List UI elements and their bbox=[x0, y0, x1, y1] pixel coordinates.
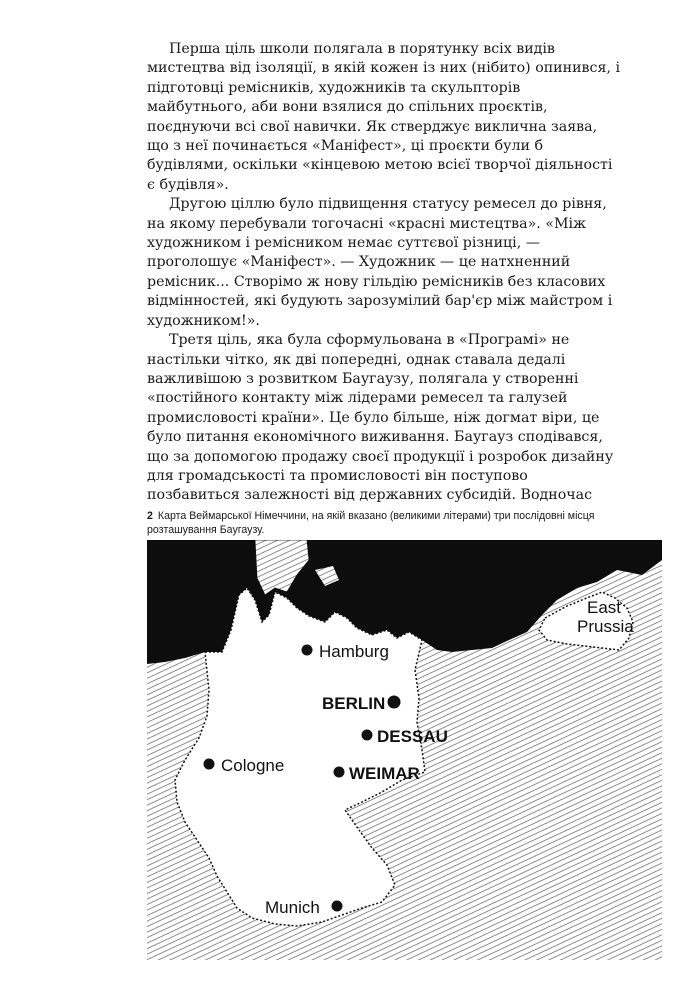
munich-label: Munich bbox=[265, 898, 320, 917]
weimar-label: WEIMAR bbox=[349, 764, 420, 783]
hamburg-marker bbox=[302, 645, 313, 656]
caption-text: Карта Веймарської Німеччини, на якій вказано (великими літерами) три послідовні місця розташування Баугаузу. bbox=[147, 510, 595, 536]
cologne-marker bbox=[204, 759, 215, 770]
map-svg bbox=[147, 540, 662, 960]
paragraph: Третя ціль, яка була сформульована в «Програмі» не настільки чітко, як дві попередні, однак ставала дедалі важливішою з розвитком Баугаузу, полягала у створенні «постійного контакту між лідерами ремесел та галузей промисловості країни». Це було більше, ніж догмат віри, це було питання економічного виживання. Баугауз сподівався, що за допомогою продажу своєї продукції і розробок дизайну для громадськості та промисловості він поступово позбавиться залежності від державних субсидій. Водночас bbox=[147, 332, 614, 504]
hamburg-label: Hamburg bbox=[319, 642, 389, 661]
dessau-label: DESSAU bbox=[377, 727, 448, 746]
paragraph: Перша ціль школи полягала в порятунку всіх видів мистецтва від ізоляції, в якій кожен із них (нібито) опинився, і підготовці ремісників, художників та скульпторів майбутнього, аби вони взялися до спільних проєктів, поєднуючи всі свої навички. Як стверджує виклична заява, що з неї починається «Маніфест», ці проєкти були б будівлями, оскільки «кінцевою метою всієї творчої діяльності є будівля». bbox=[147, 41, 620, 193]
germany-map bbox=[147, 540, 662, 960]
berlin-marker bbox=[388, 696, 401, 709]
figure-caption bbox=[147, 509, 627, 537]
east-prussia-label-line2: Prussia bbox=[577, 617, 634, 636]
figure-number: 2 bbox=[147, 510, 153, 522]
east-prussia-label-line1: East bbox=[587, 598, 622, 617]
berlin-label: BERLIN bbox=[322, 694, 386, 713]
dessau-marker bbox=[362, 730, 373, 741]
munich-marker bbox=[332, 901, 343, 912]
paragraph: Другою ціллю було підвищення статусу ремесел до рівня, на якому перебували тогочасні «красні мистецтва». «Між художником і ремісником немає суттєвої різниці, — проголошує «Маніфест». — Художник — це натхненний ремісник... Створімо ж нову гільдію ремісників без класових відмінностей, які будують зарозумілий бар'єр між майстром і художником!». bbox=[147, 196, 613, 329]
cologne-label: Cologne bbox=[221, 756, 285, 775]
weimar-marker bbox=[334, 767, 345, 778]
body-text bbox=[147, 40, 622, 506]
